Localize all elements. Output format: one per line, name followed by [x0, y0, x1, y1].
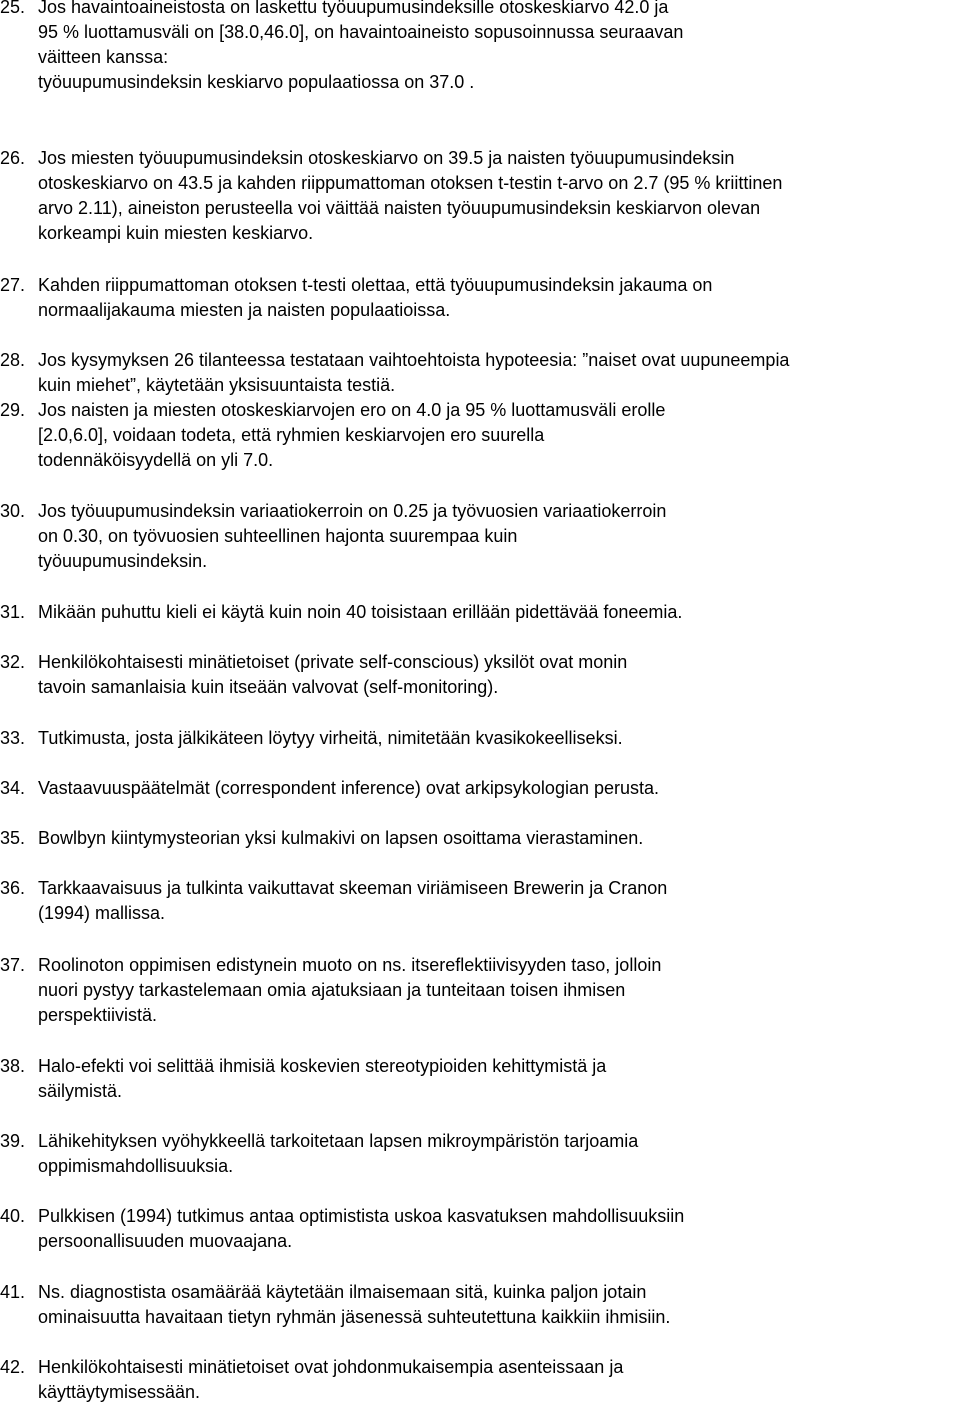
- item-text-line: Henkilökohtaisesti minätietoiset (private self-conscious) yksilöt ovat monin: [38, 652, 628, 672]
- item-text-line: Jos havaintoaineistosta on laskettu työuupumusindeksille otoskeskiarvo 42.0 ja: [38, 0, 669, 17]
- item-text-line: arvo 2.11), aineiston perusteella voi väittää naisten työuupumusindeksin keskiarvon olevan: [38, 198, 761, 218]
- item-text-line: Bowlbyn kiintymysteorian yksi kulmakivi on lapsen osoittama vierastaminen.: [38, 828, 644, 848]
- item-text-line: (1994) mallissa.: [38, 903, 166, 923]
- item-text-line: Kahden riippumattoman otoksen t-testi olettaa, että työuupumusindeksin jakauma on: [38, 275, 713, 295]
- item-text-line: nuori pystyy tarkastelemaan omia ajatuksiaan ja tunteitaan toisen ihmisen: [38, 980, 626, 1000]
- item-text-line: Jos kysymyksen 26 tilanteessa testataan vaihtoehtoista hypoteesia: ”naiset ovat uupuneempia: [38, 350, 790, 370]
- item-number: 28.: [0, 350, 26, 370]
- item-number: 41.: [0, 1282, 26, 1302]
- item-text-line: todennäköisyydellä on yli 7.0.: [38, 450, 274, 470]
- item-number: 34.: [0, 778, 26, 798]
- item-number: 39.: [0, 1131, 26, 1151]
- item-text-line: Jos työuupumusindeksin variaatiokerroin on 0.25 ja työvuosien variaatiokerroin: [38, 501, 667, 521]
- item-text-line: Henkilökohtaisesti minätietoiset ovat johdonmukaisempia asenteissaan ja: [38, 1357, 624, 1377]
- item-text-line: tavoin samanlaisia kuin itseään valvovat (self-monitoring).: [38, 677, 499, 697]
- item-number: 26.: [0, 148, 26, 168]
- item-text-line: Ns. diagnostista osamäärää käytetään ilmaisemaan sitä, kuinka paljon jotain: [38, 1282, 647, 1302]
- item-number: 35.: [0, 828, 26, 848]
- item-text-line: Lähikehityksen vyöhykkeellä tarkoitetaan lapsen mikroympäristön tarjoamia: [38, 1131, 639, 1151]
- item-number: 27.: [0, 275, 26, 295]
- item-number: 31.: [0, 602, 26, 622]
- item-text-line: oppimismahdollisuuksia.: [38, 1156, 234, 1176]
- item-number: 25.: [0, 0, 26, 17]
- item-text-line: Tarkkaavaisuus ja tulkinta vaikuttavat skeeman viriämiseen Brewerin ja Cranon: [38, 878, 668, 898]
- item-text-line: perspektiivistä.: [38, 1005, 158, 1025]
- item-text-line: Tutkimusta, josta jälkikäteen löytyy virheitä, nimitetään kvasikokeelliseksi.: [38, 728, 623, 748]
- item-text-line: ominaisuutta havaitaan tietyn ryhmän jäsenessä suhteutettuna kaikkiin ihmisiin.: [38, 1307, 671, 1327]
- item-number: 33.: [0, 728, 26, 748]
- item-number: 32.: [0, 652, 26, 672]
- item-text-line: kuin miehet”, käytetään yksisuuntaista testiä.: [38, 375, 396, 395]
- item-number: 29.: [0, 400, 26, 420]
- item-number: 42.: [0, 1357, 26, 1377]
- item-text-line: Pulkkisen (1994) tutkimus antaa optimistista uskoa kasvatuksen mahdollisuuksiin: [38, 1206, 685, 1226]
- item-text-line: säilymistä.: [38, 1081, 123, 1101]
- item-text-line: persoonallisuuden muovaajana.: [38, 1231, 293, 1251]
- item-text-line: Roolinoton oppimisen edistynein muoto on ns. itsereflektiivisyyden taso, jolloin: [38, 955, 662, 975]
- item-number: 40.: [0, 1206, 26, 1226]
- item-text-line: väitteen kanssa:: [38, 47, 169, 67]
- item-text-line: työuupumusindeksin.: [38, 551, 208, 571]
- item-text-line: otoskeskiarvo on 43.5 ja kahden riippumattoman otoksen t-testin t-arvo on 2.7 (95 % kriittinen: [38, 173, 783, 193]
- item-text-line: Mikään puhuttu kieli ei käytä kuin noin 40 toisistaan erillään pidettävää foneemia.: [38, 602, 683, 622]
- item-text-line: Vastaavuuspäätelmät (correspondent inference) ovat arkipsykologian perusta.: [38, 778, 660, 798]
- item-text-line: Jos naisten ja miesten otoskeskiarvojen ero on 4.0 ja 95 % luottamusväli erolle: [38, 400, 666, 420]
- item-number: 38.: [0, 1056, 26, 1076]
- item-text-line: 95 % luottamusväli on [38.0,46.0], on havaintoaineisto sopusoinnussa seuraavan: [38, 22, 684, 42]
- item-text-line: korkeampi kuin miesten keskiarvo.: [38, 223, 314, 243]
- item-number: 37.: [0, 955, 26, 975]
- item-text-line: [2.0,6.0], voidaan todeta, että ryhmien keskiarvojen ero suurella: [38, 425, 545, 445]
- item-text-line: käyttäytymisessään.: [38, 1382, 201, 1402]
- item-text-line: Halo-efekti voi selittää ihmisiä koskevien stereotypioiden kehittymistä ja: [38, 1056, 607, 1076]
- item-text-line: työuupumusindeksin keskiarvo populaatiossa on 37.0 .: [38, 72, 475, 92]
- item-text-line: on 0.30, on työvuosien suhteellinen hajonta suurempaa kuin: [38, 526, 518, 546]
- item-number: 30.: [0, 501, 26, 521]
- item-number: 36.: [0, 878, 26, 898]
- item-text-line: normaalijakauma miesten ja naisten populaatioissa.: [38, 300, 451, 320]
- item-text-line: Jos miesten työuupumusindeksin otoskeskiarvo on 39.5 ja naisten työuupumusindeksin: [38, 148, 735, 168]
